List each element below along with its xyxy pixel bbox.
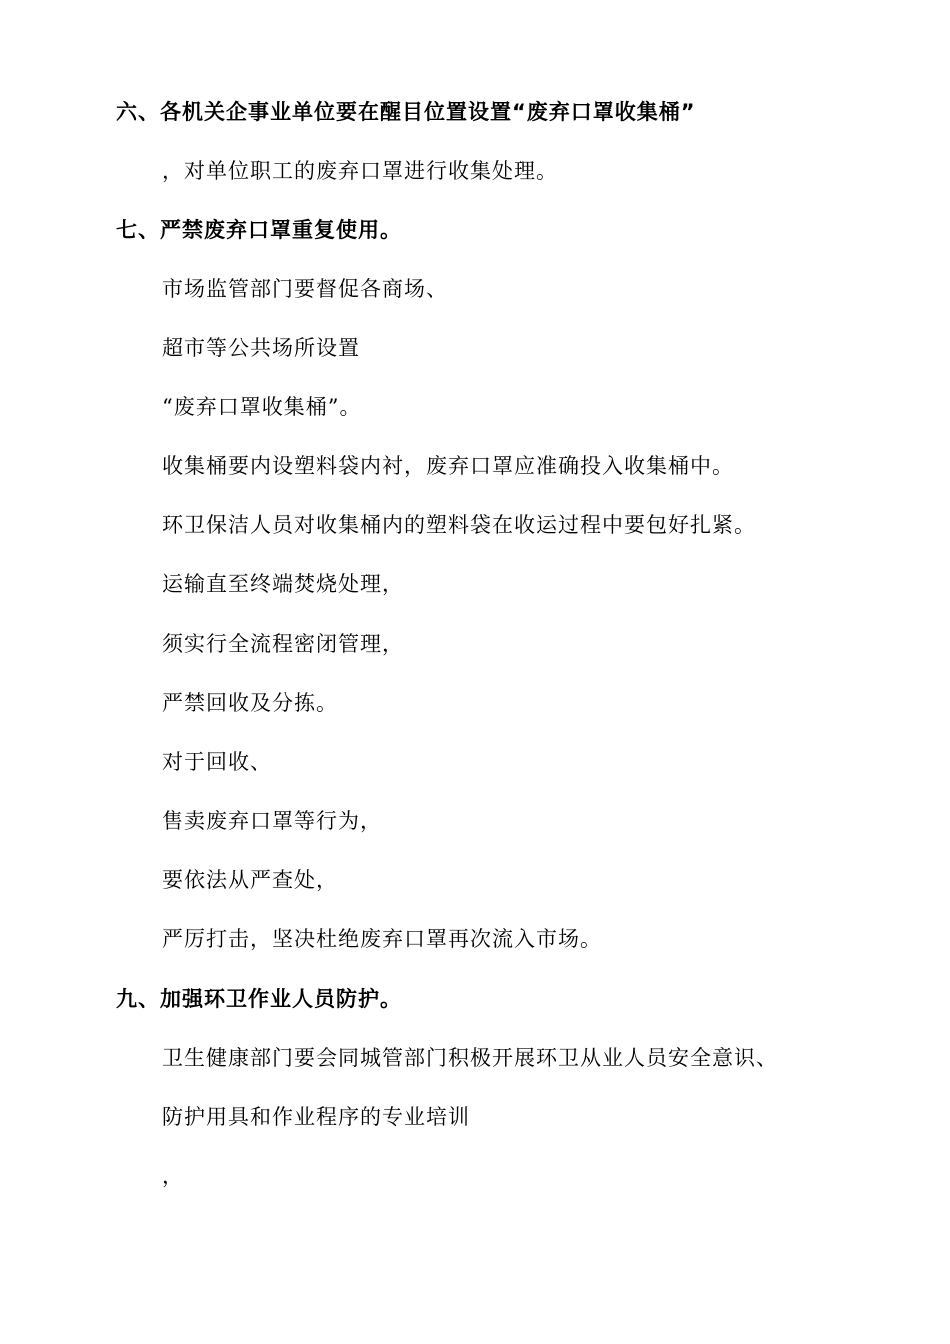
- paragraph-line: 市场监管部门要督促各商场、: [162, 277, 448, 301]
- section-heading-6: 六、各机关企事业单位要在醒目位置设置“废弃口罩收集桶”: [116, 100, 696, 124]
- section-heading-9: 九、加强环卫作业人员防护。: [116, 987, 402, 1011]
- paragraph-line: ，对单位职工的废弃口罩进行收集处理。: [162, 159, 558, 183]
- paragraph-line: 卫生健康部门要会同城管部门积极开展环卫从业人员安全意识、: [162, 1046, 778, 1070]
- paragraph-line: ，: [162, 1164, 184, 1188]
- paragraph-line: 环卫保洁人员对收集桶内的塑料袋在收运过程中要包好扎紧。: [162, 513, 756, 537]
- paragraph-line: 售卖废弃口罩等行为，: [162, 809, 382, 833]
- paragraph-line: 收集桶要内设塑料袋内衬，废弃口罩应准确投入收集桶中。: [162, 454, 734, 478]
- paragraph-line: 严厉打击，坚决杜绝废弃口罩再次流入市场。: [162, 927, 602, 951]
- paragraph-line: 对于回收、: [162, 750, 272, 774]
- paragraph-line: 要依法从严查处，: [162, 868, 338, 892]
- paragraph-line: 超市等公共场所设置: [162, 336, 360, 360]
- paragraph-line: 须实行全流程密闭管理，: [162, 632, 404, 656]
- section-heading-7: 七、严禁废弃口罩重复使用。: [116, 218, 402, 242]
- paragraph-line: “废弃口罩收集桶”。: [162, 395, 362, 419]
- paragraph-line: 严禁回收及分拣。: [162, 691, 338, 715]
- paragraph-line: 运输直至终端焚烧处理，: [162, 572, 404, 596]
- paragraph-line: 防护用具和作业程序的专业培训: [162, 1105, 470, 1129]
